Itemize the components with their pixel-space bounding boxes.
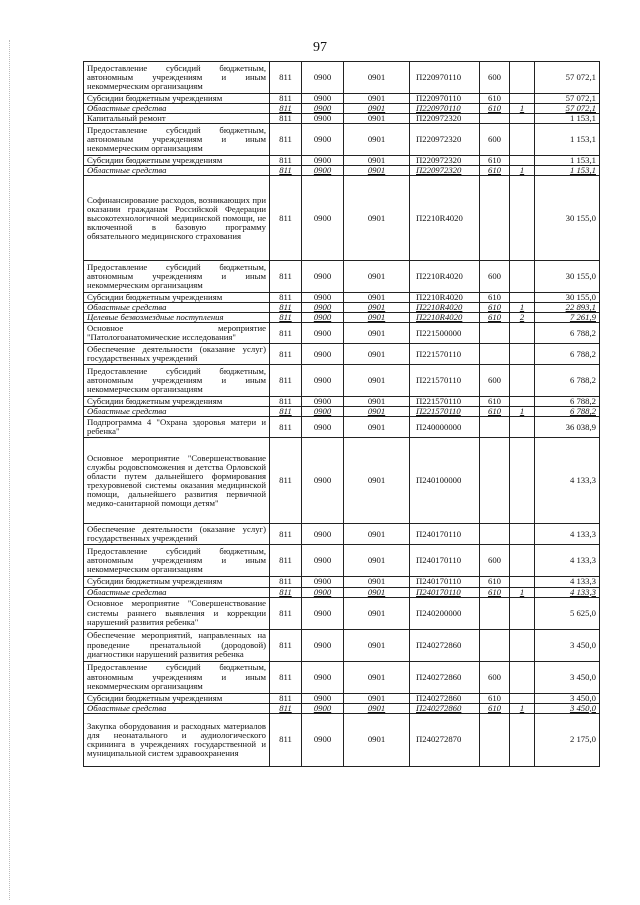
expense-type-code: 610: [480, 407, 510, 417]
funding-source-code: [510, 176, 535, 261]
ministry-code: 811: [270, 156, 302, 166]
funding-source-code: [510, 365, 535, 397]
amount-value: 1 153,1: [535, 114, 600, 124]
ministry-code: 811: [270, 62, 302, 94]
funding-source-code: 1: [510, 703, 535, 713]
ministry-code: 811: [270, 597, 302, 629]
section-code: 0900: [302, 124, 344, 156]
subsection-code: 0901: [344, 407, 410, 417]
expense-type-code: 610: [480, 94, 510, 104]
amount-value: 3 450,0: [535, 629, 600, 661]
expense-type-code: [480, 176, 510, 261]
target-article-code: П221570110: [410, 344, 480, 365]
subsection-code: 0901: [344, 156, 410, 166]
ministry-code: 811: [270, 713, 302, 766]
target-article-code: П240170110: [410, 577, 480, 587]
row-name: Субсидии бюджетным учреждениям: [84, 577, 270, 587]
section-code: 0900: [302, 407, 344, 417]
expense-type-code: 600: [480, 62, 510, 94]
amount-value: 30 155,0: [535, 176, 600, 261]
section-code: 0900: [302, 713, 344, 766]
funding-source-code: [510, 713, 535, 766]
target-article-code: П2210R4020: [410, 176, 480, 261]
subsection-code: 0901: [344, 62, 410, 94]
amount-value: 22 893,1: [535, 303, 600, 313]
page-number: 97: [313, 40, 327, 55]
subsection-code: 0901: [344, 661, 410, 693]
section-code: 0900: [302, 62, 344, 94]
amount-value: 4 133,3: [535, 524, 600, 545]
row-name: Основное мероприятие "Патологоанатомические исследования": [84, 323, 270, 344]
target-article-code: П220970110: [410, 94, 480, 104]
amount-value: 6 788,2: [535, 323, 600, 344]
section-code: 0900: [302, 313, 344, 323]
subsection-code: 0901: [344, 438, 410, 524]
funding-source-code: 1: [510, 303, 535, 313]
subsection-code: 0901: [344, 597, 410, 629]
ministry-code: 811: [270, 587, 302, 597]
subsection-code: 0901: [344, 703, 410, 713]
budget-table: [83, 61, 600, 767]
margin-dotted-line: [9, 40, 11, 900]
table-row: [84, 577, 600, 587]
row-name: Областные средства: [84, 703, 270, 713]
target-article-code: П2210R4020: [410, 313, 480, 323]
funding-source-code: 1: [510, 166, 535, 176]
target-article-code: П221500000: [410, 323, 480, 344]
subsection-code: 0901: [344, 313, 410, 323]
expense-type-code: [480, 344, 510, 365]
amount-value: 30 155,0: [535, 293, 600, 303]
ministry-code: 811: [270, 417, 302, 438]
amount-value: 4 133,3: [535, 545, 600, 577]
expense-type-code: 600: [480, 124, 510, 156]
funding-source-code: [510, 661, 535, 693]
subsection-code: 0901: [344, 693, 410, 703]
funding-source-code: [510, 293, 535, 303]
row-name: Основное мероприятие "Совершенствование службы родовспоможения и детства Орловской области путем дальнейшего формирования трехуровневой системы оказания медицинской помощи, дальнейшего развития первичной медико-санитарной помощи детям": [84, 438, 270, 524]
subsection-code: 0901: [344, 261, 410, 293]
table-row: [84, 323, 600, 344]
amount-value: 4 133,3: [535, 438, 600, 524]
target-article-code: П2210R4020: [410, 303, 480, 313]
row-name: Закупка оборудования и расходных материалов для неонатального и аудиологического скрининга в учреждениях государственной и муниципальной систем здравоохранения: [84, 713, 270, 766]
expense-type-code: [480, 524, 510, 545]
subsection-code: 0901: [344, 344, 410, 365]
ministry-code: 811: [270, 703, 302, 713]
target-article-code: П2210R4020: [410, 261, 480, 293]
ministry-code: 811: [270, 104, 302, 114]
amount-value: 4 133,3: [535, 577, 600, 587]
expense-type-code: 600: [480, 261, 510, 293]
amount-value: 1 153,1: [535, 166, 600, 176]
subsection-code: 0901: [344, 713, 410, 766]
table-row: [84, 417, 600, 438]
amount-value: 6 788,2: [535, 365, 600, 397]
table-row: [84, 365, 600, 397]
subsection-code: 0901: [344, 577, 410, 587]
row-name: Областные средства: [84, 166, 270, 176]
amount-value: 57 072,1: [535, 104, 600, 114]
funding-source-code: [510, 545, 535, 577]
ministry-code: 811: [270, 176, 302, 261]
ministry-code: 811: [270, 124, 302, 156]
target-article-code: П240272860: [410, 693, 480, 703]
row-name: Предоставление субсидий бюджетным, автономным учреждениям и иным некоммерческим организациям: [84, 545, 270, 577]
subsection-code: 0901: [344, 365, 410, 397]
section-code: 0900: [302, 545, 344, 577]
section-code: 0900: [302, 323, 344, 344]
table-row: [84, 293, 600, 303]
target-article-code: П240272860: [410, 629, 480, 661]
expense-type-code: 610: [480, 587, 510, 597]
funding-source-code: [510, 693, 535, 703]
ministry-code: 811: [270, 407, 302, 417]
table-row-regional-funds: [84, 104, 600, 114]
row-name: Предоставление субсидий бюджетным, автономным учреждениям и иным некоммерческим организациям: [84, 661, 270, 693]
expense-type-code: [480, 114, 510, 124]
target-article-code: П240272870: [410, 713, 480, 766]
expense-type-code: 610: [480, 313, 510, 323]
row-name: Субсидии бюджетным учреждениям: [84, 293, 270, 303]
target-article-code: П220970110: [410, 62, 480, 94]
subsection-code: 0901: [344, 417, 410, 438]
ministry-code: 811: [270, 293, 302, 303]
target-article-code: П221570110: [410, 407, 480, 417]
target-article-code: П240272860: [410, 661, 480, 693]
funding-source-code: [510, 524, 535, 545]
ministry-code: 811: [270, 313, 302, 323]
section-code: 0900: [302, 597, 344, 629]
target-article-code: П240170110: [410, 587, 480, 597]
target-article-code: П220972320: [410, 166, 480, 176]
amount-value: 3 450,0: [535, 661, 600, 693]
expense-type-code: 600: [480, 365, 510, 397]
section-code: 0900: [302, 703, 344, 713]
subsection-code: 0901: [344, 524, 410, 545]
amount-value: 1 153,1: [535, 124, 600, 156]
target-article-code: П240100000: [410, 438, 480, 524]
funding-source-code: [510, 597, 535, 629]
section-code: 0900: [302, 344, 344, 365]
table-row: [84, 156, 600, 166]
table-row: [84, 114, 600, 124]
table-row-regional-funds: [84, 303, 600, 313]
section-code: 0900: [302, 114, 344, 124]
funding-source-code: 1: [510, 587, 535, 597]
expense-type-code: [480, 597, 510, 629]
row-name: Предоставление субсидий бюджетным, автономным учреждениям и иным некоммерческим организациям: [84, 62, 270, 94]
table-row: [84, 629, 600, 661]
row-name: Софинансирование расходов, возникающих при оказании гражданам Российской Федерации высокотехнологичной медицинской помощи, не включенной в базовую программу обязательного медицинского страхования: [84, 176, 270, 261]
subsection-code: 0901: [344, 629, 410, 661]
expense-type-code: 610: [480, 166, 510, 176]
table-row: [84, 62, 600, 94]
section-code: 0900: [302, 261, 344, 293]
funding-source-code: [510, 124, 535, 156]
table-row: [84, 344, 600, 365]
target-article-code: П221570110: [410, 397, 480, 407]
row-name: Капитальный ремонт: [84, 114, 270, 124]
subsection-code: 0901: [344, 104, 410, 114]
table-row: [84, 261, 600, 293]
row-name: Субсидии бюджетным учреждениям: [84, 156, 270, 166]
amount-value: 3 450,0: [535, 693, 600, 703]
row-name: Обеспечение деятельности (оказание услуг) государственных учреждений: [84, 344, 270, 365]
section-code: 0900: [302, 176, 344, 261]
section-code: 0900: [302, 661, 344, 693]
funding-source-code: [510, 438, 535, 524]
row-name: Субсидии бюджетным учреждениям: [84, 397, 270, 407]
expense-type-code: 610: [480, 397, 510, 407]
target-article-code: П220970110: [410, 104, 480, 114]
funding-source-code: [510, 344, 535, 365]
row-name: Обеспечение мероприятий, направленных на проведение пренатальной (дородовой) диагностики нарушений развития ребенка: [84, 629, 270, 661]
amount-value: 4 133,3: [535, 587, 600, 597]
target-article-code: П240000000: [410, 417, 480, 438]
subsection-code: 0901: [344, 114, 410, 124]
amount-value: 7 261,9: [535, 313, 600, 323]
expense-type-code: [480, 438, 510, 524]
expense-type-code: 610: [480, 293, 510, 303]
expense-type-code: [480, 713, 510, 766]
expense-type-code: 610: [480, 693, 510, 703]
row-name: Субсидии бюджетным учреждениям: [84, 94, 270, 104]
expense-type-code: [480, 417, 510, 438]
funding-source-code: [510, 114, 535, 124]
funding-source-code: [510, 397, 535, 407]
expense-type-code: 610: [480, 577, 510, 587]
row-name: Предоставление субсидий бюджетным, автономным учреждениям и иным некоммерческим организациям: [84, 261, 270, 293]
target-article-code: П240200000: [410, 597, 480, 629]
section-code: 0900: [302, 365, 344, 397]
table-row: [84, 597, 600, 629]
table-row: [84, 524, 600, 545]
row-name: Целевые безвозмездные поступления: [84, 313, 270, 323]
target-article-code: П220972320: [410, 156, 480, 166]
expense-type-code: 610: [480, 104, 510, 114]
section-code: 0900: [302, 156, 344, 166]
amount-value: 2 175,0: [535, 713, 600, 766]
amount-value: 6 788,2: [535, 397, 600, 407]
amount-value: 6 788,2: [535, 407, 600, 417]
expense-type-code: 610: [480, 703, 510, 713]
target-article-code: П240170110: [410, 524, 480, 545]
ministry-code: 811: [270, 94, 302, 104]
ministry-code: 811: [270, 365, 302, 397]
section-code: 0900: [302, 629, 344, 661]
funding-source-code: [510, 629, 535, 661]
subsection-code: 0901: [344, 397, 410, 407]
table-row: [84, 94, 600, 104]
section-code: 0900: [302, 397, 344, 407]
target-article-code: П240170110: [410, 545, 480, 577]
section-code: 0900: [302, 293, 344, 303]
subsection-code: 0901: [344, 545, 410, 577]
ministry-code: 811: [270, 303, 302, 313]
funding-source-code: 1: [510, 104, 535, 114]
amount-value: 6 788,2: [535, 344, 600, 365]
section-code: 0900: [302, 94, 344, 104]
ministry-code: 811: [270, 344, 302, 365]
ministry-code: 811: [270, 577, 302, 587]
table-row: [84, 693, 600, 703]
funding-source-code: [510, 261, 535, 293]
ministry-code: 811: [270, 693, 302, 703]
ministry-code: 811: [270, 114, 302, 124]
table-row: [84, 713, 600, 766]
expense-type-code: 610: [480, 303, 510, 313]
ministry-code: 811: [270, 166, 302, 176]
subsection-code: 0901: [344, 166, 410, 176]
row-name: Подпрограмма 4 "Охрана здоровья матери и ребенка": [84, 417, 270, 438]
expense-type-code: 600: [480, 661, 510, 693]
funding-source-code: 2: [510, 313, 535, 323]
section-code: 0900: [302, 693, 344, 703]
amount-value: 36 038,9: [535, 417, 600, 438]
row-name: Областные средства: [84, 104, 270, 114]
expense-type-code: 610: [480, 156, 510, 166]
section-code: 0900: [302, 417, 344, 438]
subsection-code: 0901: [344, 176, 410, 261]
table-row-regional-funds: [84, 166, 600, 176]
ministry-code: 811: [270, 661, 302, 693]
table-row-regional-funds: [84, 313, 600, 323]
subsection-code: 0901: [344, 303, 410, 313]
row-name: Предоставление субсидий бюджетным, автономным учреждениям и иным некоммерческим организациям: [84, 124, 270, 156]
section-code: 0900: [302, 587, 344, 597]
target-article-code: П2210R4020: [410, 293, 480, 303]
table-row: [84, 397, 600, 407]
table-row-regional-funds: [84, 407, 600, 417]
ministry-code: 811: [270, 261, 302, 293]
funding-source-code: [510, 417, 535, 438]
amount-value: 3 450,0: [535, 703, 600, 713]
amount-value: 57 072,1: [535, 94, 600, 104]
row-name: Предоставление субсидий бюджетным, автономным учреждениям и иным некоммерческим организациям: [84, 365, 270, 397]
target-article-code: П221570110: [410, 365, 480, 397]
table-row: [84, 176, 600, 261]
funding-source-code: [510, 577, 535, 587]
table-row-regional-funds: [84, 587, 600, 597]
row-name: Областные средства: [84, 587, 270, 597]
funding-source-code: [510, 62, 535, 94]
table-row: [84, 661, 600, 693]
table-row: [84, 438, 600, 524]
target-article-code: П240272860: [410, 703, 480, 713]
target-article-code: П220972320: [410, 114, 480, 124]
section-code: 0900: [302, 524, 344, 545]
row-name: Обеспечение деятельности (оказание услуг) государственных учреждений: [84, 524, 270, 545]
section-code: 0900: [302, 438, 344, 524]
subsection-code: 0901: [344, 124, 410, 156]
subsection-code: 0901: [344, 293, 410, 303]
section-code: 0900: [302, 166, 344, 176]
amount-value: 1 153,1: [535, 156, 600, 166]
row-name: Основное мероприятие "Совершенствование системы раннего выявления и коррекции нарушений развития ребенка": [84, 597, 270, 629]
row-name: Субсидии бюджетным учреждениям: [84, 693, 270, 703]
table-row: [84, 545, 600, 577]
expense-type-code: [480, 629, 510, 661]
section-code: 0900: [302, 104, 344, 114]
subsection-code: 0901: [344, 94, 410, 104]
section-code: 0900: [302, 577, 344, 587]
ministry-code: 811: [270, 397, 302, 407]
funding-source-code: 1: [510, 407, 535, 417]
target-article-code: П220972320: [410, 124, 480, 156]
expense-type-code: [480, 323, 510, 344]
table-row-regional-funds: [84, 703, 600, 713]
expense-type-code: 600: [480, 545, 510, 577]
ministry-code: 811: [270, 323, 302, 344]
table-row: [84, 124, 600, 156]
row-name: Областные средства: [84, 303, 270, 313]
amount-value: 5 625,0: [535, 597, 600, 629]
amount-value: 57 072,1: [535, 62, 600, 94]
funding-source-code: [510, 156, 535, 166]
row-name: Областные средства: [84, 407, 270, 417]
ministry-code: 811: [270, 438, 302, 524]
ministry-code: 811: [270, 524, 302, 545]
funding-source-code: [510, 323, 535, 344]
ministry-code: 811: [270, 545, 302, 577]
subsection-code: 0901: [344, 323, 410, 344]
funding-source-code: [510, 94, 535, 104]
ministry-code: 811: [270, 629, 302, 661]
amount-value: 30 155,0: [535, 261, 600, 293]
subsection-code: 0901: [344, 587, 410, 597]
section-code: 0900: [302, 303, 344, 313]
